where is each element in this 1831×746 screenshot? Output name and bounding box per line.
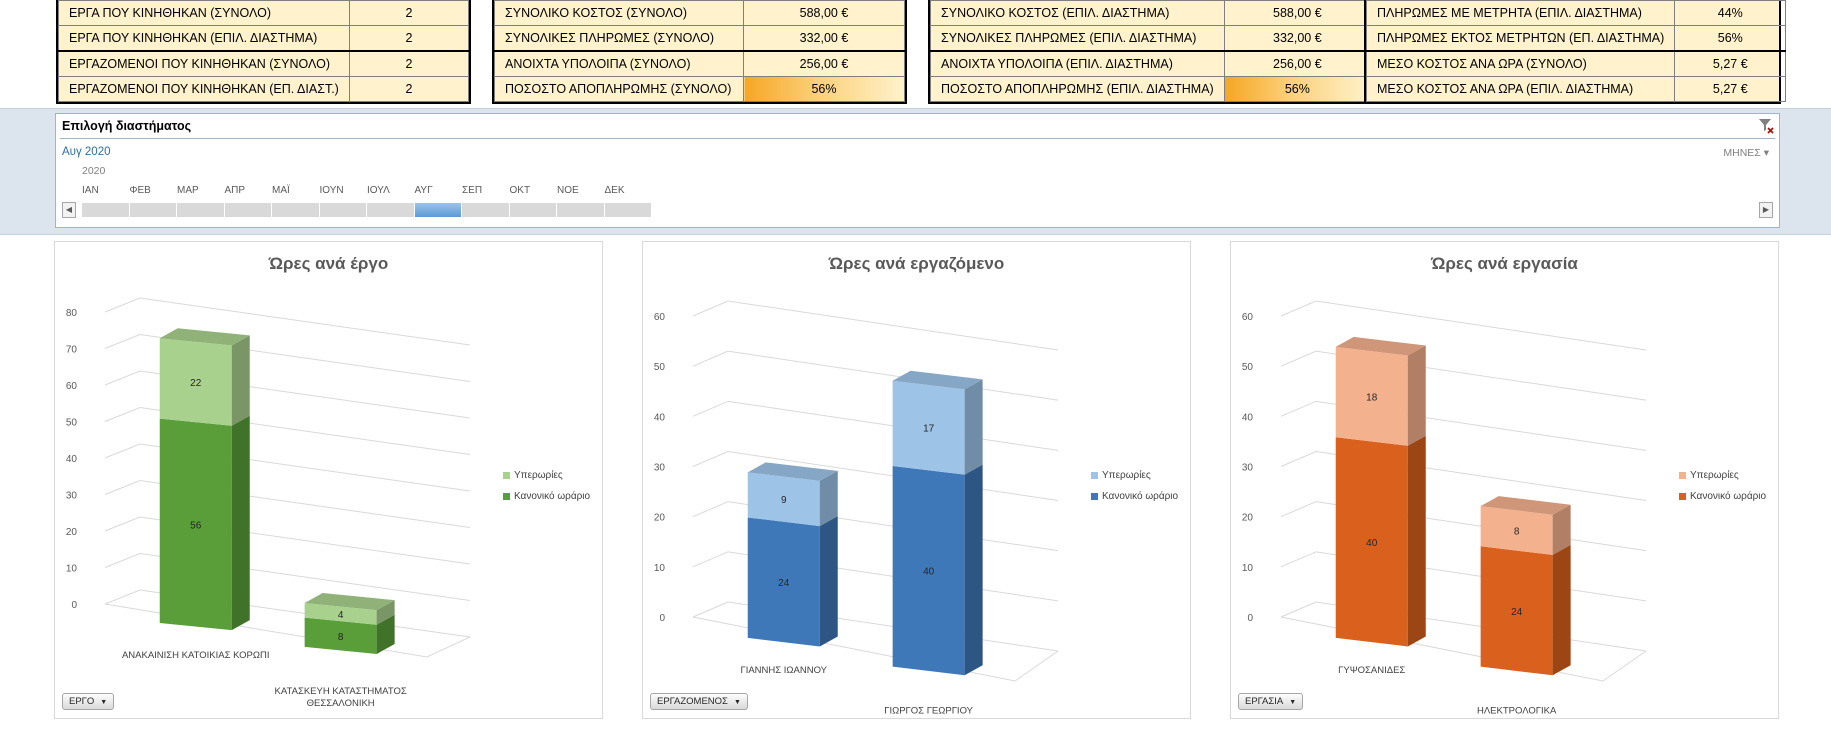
data-label: 40 <box>1366 537 1378 549</box>
filter-label: ΕΡΓΑΣΙΑ <box>1245 696 1284 707</box>
kpi-row <box>495 1 905 26</box>
y-tick-label: 50 <box>65 417 77 429</box>
kpi-value: 256,00 € <box>744 51 905 77</box>
kpi-row <box>931 76 1371 101</box>
bar-segment-side <box>232 416 250 630</box>
timeline-month-bars <box>82 203 652 217</box>
timeline-month-label: ΙΟΥΛ <box>367 185 390 196</box>
timeline-month-bar[interactable] <box>177 203 224 217</box>
legend-item <box>1679 486 1766 507</box>
timeline-month-bar[interactable] <box>510 203 557 217</box>
kpi-table <box>1366 0 1786 102</box>
kpi-row <box>931 1 1371 26</box>
y-tick-label: 40 <box>65 454 77 465</box>
x-category-label: ΚΑΤΑΣΚΕΥΗ ΚΑΤΑΣΤΗΜΑΤΟΣ <box>274 685 407 697</box>
kpi-value: 2 <box>349 1 468 26</box>
y-tick-label: 10 <box>1241 562 1253 574</box>
kpi-label: ΕΡΓΑ ΠΟΥ ΚΙΝΗΘΗΚΑΝ (ΣΥΝΟΛΟ) <box>59 1 350 26</box>
kpi-row <box>1367 76 1786 101</box>
kpi-label: ΠΛΗΡΩΜΕΣ ΕΚΤΟΣ ΜΕΤΡΗΤΩΝ (ΕΠ. ΔΙΑΣΤΗΜΑ) <box>1367 25 1675 51</box>
bar-segment-side <box>232 335 250 425</box>
y-tick-label: 60 <box>65 381 77 392</box>
kpi-value-databar: 56% <box>1224 76 1370 101</box>
gridline <box>105 298 470 345</box>
chevron-down-icon: ▼ <box>100 699 108 706</box>
kpi-value: 5,27 € <box>1675 76 1786 101</box>
chart-title: Ώρες ανά εργαζόμενο <box>828 254 1005 273</box>
kpi-value: 332,00 € <box>744 25 905 51</box>
kpi-label: ΕΡΓΑΖΟΜΕΝΟΙ ΠΟΥ ΚΙΝΗΘΗΚΑΝ (ΣΥΝΟΛΟ) <box>59 51 350 77</box>
data-label: 4 <box>337 609 344 621</box>
timeline-month-bar[interactable] <box>367 203 414 217</box>
x-category-label: ΘΕΣΣΑΛΟΝΙΚΗ <box>306 697 375 709</box>
timeline-month-labels <box>82 185 652 199</box>
y-tick-label: 40 <box>1241 412 1253 424</box>
data-label: 8 <box>1513 526 1520 538</box>
kpi-value: 2 <box>349 76 468 101</box>
kpi-row <box>495 25 905 51</box>
kpi-value: 588,00 € <box>744 1 905 26</box>
chevron-down-icon: ▼ <box>1289 699 1297 706</box>
kpi-table-totals <box>492 0 907 104</box>
data-label: 56 <box>190 520 202 532</box>
kpi-label: ΣΥΝΟΛΙΚΕΣ ΠΛΗΡΩΜΕΣ (ΣΥΝΟΛΟ) <box>495 25 744 51</box>
timeline-month-label: ΑΥΓ <box>414 185 433 196</box>
kpi-row <box>495 51 905 77</box>
data-label: 40 <box>923 566 935 578</box>
legend-item <box>1091 486 1178 507</box>
y-tick-label: 50 <box>653 362 665 374</box>
y-tick-label: 0 <box>1247 613 1253 624</box>
timeline-month-label: ΦΕΒ <box>129 185 151 196</box>
kpi-value: 2 <box>349 51 468 77</box>
y-tick-label: 0 <box>71 600 77 611</box>
legend-swatch <box>1679 472 1686 479</box>
timeline-title: Επιλογή διαστήματος <box>62 119 192 133</box>
kpi-table-period <box>928 0 1373 104</box>
kpi-label: ΣΥΝΟΛΙΚΟ ΚΟΣΤΟΣ (ΣΥΝΟΛΟ) <box>495 1 744 26</box>
data-label: 24 <box>778 577 790 589</box>
data-label: 18 <box>1366 392 1378 404</box>
kpi-table <box>494 0 905 102</box>
y-tick-label: 30 <box>1241 462 1253 474</box>
kpi-label: ΠΟΣΟΣΤΟ ΑΠΟΠΛΗΡΩΜΗΣ (ΣΥΝΟΛΟ) <box>495 76 744 101</box>
kpi-row <box>495 76 905 101</box>
timeline-month-label: ΜΑΡ <box>177 185 199 196</box>
kpi-row <box>59 51 469 77</box>
chart-title: Ώρες ανά εργασία <box>1431 254 1578 273</box>
x-category-label: ΓΥΨΟΣΑΝΙΔΕΣ <box>1338 664 1406 676</box>
kpi-table-counts <box>56 0 471 104</box>
kpi-label: ΣΥΝΟΛΙΚΟ ΚΟΣΤΟΣ (ΕΠΙΛ. ΔΙΑΣΤΗΜΑ) <box>931 1 1225 26</box>
timeline-month-bar[interactable] <box>225 203 272 217</box>
y-tick-label: 10 <box>653 562 665 574</box>
timeline-level-dropdown[interactable] <box>1723 147 1769 159</box>
kpi-label: ΠΛΗΡΩΜΕΣ ΜΕ ΜΕΤΡΗΤΑ (ΕΠΙΛ. ΔΙΑΣΤΗΜΑ) <box>1367 1 1675 26</box>
legend-swatch <box>1091 472 1098 479</box>
chevron-down-icon: ▼ <box>733 699 741 706</box>
field-filter-button[interactable] <box>62 693 114 710</box>
y-tick-label: 60 <box>1241 312 1253 323</box>
timeline-month-label: ΜΑΪ <box>272 185 290 196</box>
legend-swatch <box>503 493 510 500</box>
data-label: 8 <box>337 631 344 643</box>
kpi-row <box>59 25 469 51</box>
kpi-value: 44% <box>1675 1 1786 26</box>
bar-segment-side <box>1408 436 1426 647</box>
clear-filter-icon[interactable] <box>1757 117 1775 135</box>
y-tick-label: 60 <box>653 312 665 323</box>
kpi-row <box>931 25 1371 51</box>
timeline-month-label: ΝΟΕ <box>557 185 579 196</box>
x-category-label: ΑΝΑΚΑΙΝΙΣΗ ΚΑΤΟΙΚΙΑΣ ΚΟΡΩΠΙ <box>121 650 270 662</box>
kpi-table <box>58 0 469 102</box>
scroll-left-icon[interactable]: ◀ <box>62 202 76 218</box>
timeline-month-label: ΙΑΝ <box>82 185 99 196</box>
legend-label: Υπερωρίες <box>1102 470 1151 481</box>
y-tick-label: 10 <box>65 563 77 575</box>
legend-label: Υπερωρίες <box>514 470 563 481</box>
bar-segment-side <box>965 465 983 676</box>
timeline-month-bar[interactable] <box>130 203 177 217</box>
y-tick-label: 50 <box>1241 362 1253 374</box>
chevron-down-icon: ▾ <box>1763 147 1769 159</box>
kpi-label: ΠΟΣΟΣΤΟ ΑΠΟΠΛΗΡΩΜΗΣ (ΕΠΙΛ. ΔΙΑΣΤΗΜΑ) <box>931 76 1225 101</box>
timeline-month-label: ΑΠΡ <box>224 185 246 196</box>
legend-label: Κανονικό ωράριο <box>1690 491 1767 502</box>
timeline-month-label: ΣΕΠ <box>462 185 483 196</box>
x-category-label: ΓΙΑΝΝΗΣ ΙΩΑΝΝΟΥ <box>740 664 828 676</box>
kpi-value: 256,00 € <box>1224 51 1370 77</box>
y-tick-label: 20 <box>65 527 77 538</box>
legend-item <box>503 465 590 486</box>
timeline-slicer[interactable] <box>55 113 1780 228</box>
kpi-label: ΕΡΓΑ ΠΟΥ ΚΙΝΗΘΗΚΑΝ (ΕΠΙΛ. ΔΙΑΣΤΗΜΑ) <box>59 25 350 51</box>
timeline-level-label: ΜΗΝΕΣ <box>1723 147 1761 159</box>
timeline-month-bar[interactable] <box>415 203 462 217</box>
chart-panel-projects <box>54 241 603 719</box>
legend-swatch <box>503 472 510 479</box>
chart-panel-employees <box>642 241 1191 719</box>
legend-label: Κανονικό ωράριο <box>514 491 591 502</box>
data-label: 17 <box>923 423 935 435</box>
timeline-month-label: ΙΟΥΝ <box>319 185 344 196</box>
gridline <box>693 301 1058 350</box>
timeline-selected-period: Αυγ 2020 <box>62 146 111 158</box>
bar-segment-side <box>965 379 983 474</box>
kpi-value: 588,00 € <box>1224 1 1370 26</box>
kpi-label: ΜΕΣΟ ΚΟΣΤΟΣ ΑΝΑ ΩΡΑ (ΕΠΙΛ. ΔΙΑΣΤΗΜΑ) <box>1367 76 1675 101</box>
data-label: 24 <box>1511 606 1523 618</box>
kpi-label: ΣΥΝΟΛΙΚΕΣ ΠΛΗΡΩΜΕΣ (ΕΠΙΛ. ΔΙΑΣΤΗΜΑ) <box>931 25 1225 51</box>
timeline-month-bar[interactable] <box>82 203 129 217</box>
legend-item <box>1679 465 1766 486</box>
kpi-label: ΜΕΣΟ ΚΟΣΤΟΣ ΑΝΑ ΩΡΑ (ΣΥΝΟΛΟ) <box>1367 51 1675 77</box>
gridline <box>693 401 1058 450</box>
kpi-value: 56% <box>1675 25 1786 51</box>
chart-title: Ώρες ανά έργο <box>268 254 389 273</box>
kpi-row <box>1367 1 1786 26</box>
chart-panel-tasks <box>1230 241 1779 719</box>
y-tick-label: 80 <box>65 308 77 319</box>
y-tick-label: 40 <box>653 412 665 424</box>
kpi-row <box>1367 51 1786 77</box>
y-tick-label: 20 <box>1241 512 1253 524</box>
y-tick-label: 20 <box>653 512 665 524</box>
kpi-value: 5,27 € <box>1675 51 1786 77</box>
legend-swatch <box>1679 493 1686 500</box>
timeline-divider <box>60 138 1775 139</box>
timeline-month-bar[interactable] <box>462 203 509 217</box>
gridline <box>1281 301 1646 350</box>
field-filter-button[interactable] <box>1238 693 1303 710</box>
kpi-row <box>59 76 469 101</box>
kpi-table-payments <box>1364 0 1781 104</box>
chart-legend <box>1679 465 1766 507</box>
timeline-month-label: ΟΚΤ <box>509 185 531 196</box>
timeline-month-bar[interactable] <box>605 203 652 217</box>
kpi-table <box>930 0 1371 102</box>
filter-label: ΕΡΓΟ <box>69 696 95 707</box>
kpi-value: 332,00 € <box>1224 25 1370 51</box>
bar-segment-side <box>1408 345 1426 445</box>
timeline-month-label: ΔΕΚ <box>604 185 625 196</box>
filter-label: ΕΡΓΑΖΟΜΕΝΟΣ <box>657 696 728 707</box>
kpi-row <box>931 51 1371 77</box>
legend-label: Υπερωρίες <box>1690 470 1739 481</box>
kpi-label: ΕΡΓΑΖΟΜΕΝΟΙ ΠΟΥ ΚΙΝΗΘΗΚΑΝ (ΕΠ. ΔΙΑΣΤ.) <box>59 76 350 101</box>
y-tick-label: 70 <box>65 344 77 356</box>
timeline-year: 2020 <box>82 165 106 177</box>
kpi-row <box>1367 25 1786 51</box>
kpi-value: 2 <box>349 25 468 51</box>
kpi-label: ΑΝΟΙΧΤΑ ΥΠΟΛΟΙΠΑ (ΕΠΙΛ. ΔΙΑΣΤΗΜΑ) <box>931 51 1225 77</box>
legend-label: Κανονικό ωράριο <box>1102 491 1179 502</box>
legend-item <box>1091 465 1178 486</box>
bar-segment-side <box>1553 545 1571 675</box>
timeline-month-bar[interactable] <box>557 203 604 217</box>
legend-item <box>503 486 590 507</box>
x-category-label: ΗΛΕΚΤΡΟΛΟΓΙΚΑ <box>1476 705 1557 717</box>
timeline-month-bar[interactable] <box>320 203 367 217</box>
y-tick-label: 0 <box>659 613 665 624</box>
scroll-right-icon[interactable]: ▶ <box>1759 202 1773 218</box>
kpi-row <box>59 1 469 26</box>
y-tick-label: 30 <box>65 490 77 502</box>
gridline <box>693 351 1058 400</box>
field-filter-button[interactable] <box>650 693 748 710</box>
data-label: 22 <box>190 378 202 390</box>
data-label: 9 <box>780 495 787 507</box>
kpi-value-databar: 56% <box>744 76 905 101</box>
y-tick-label: 30 <box>653 462 665 474</box>
chart-legend <box>503 465 590 507</box>
bar-segment-side <box>820 516 838 646</box>
kpi-label: ΑΝΟΙΧΤΑ ΥΠΟΛΟΙΠΑ (ΣΥΝΟΛΟ) <box>495 51 744 77</box>
x-category-label: ΓΙΩΡΓΟΣ ΓΕΩΡΓΙΟΥ <box>884 705 974 717</box>
chart-legend <box>1091 465 1178 507</box>
legend-swatch <box>1091 493 1098 500</box>
timeline-month-bar[interactable] <box>272 203 319 217</box>
